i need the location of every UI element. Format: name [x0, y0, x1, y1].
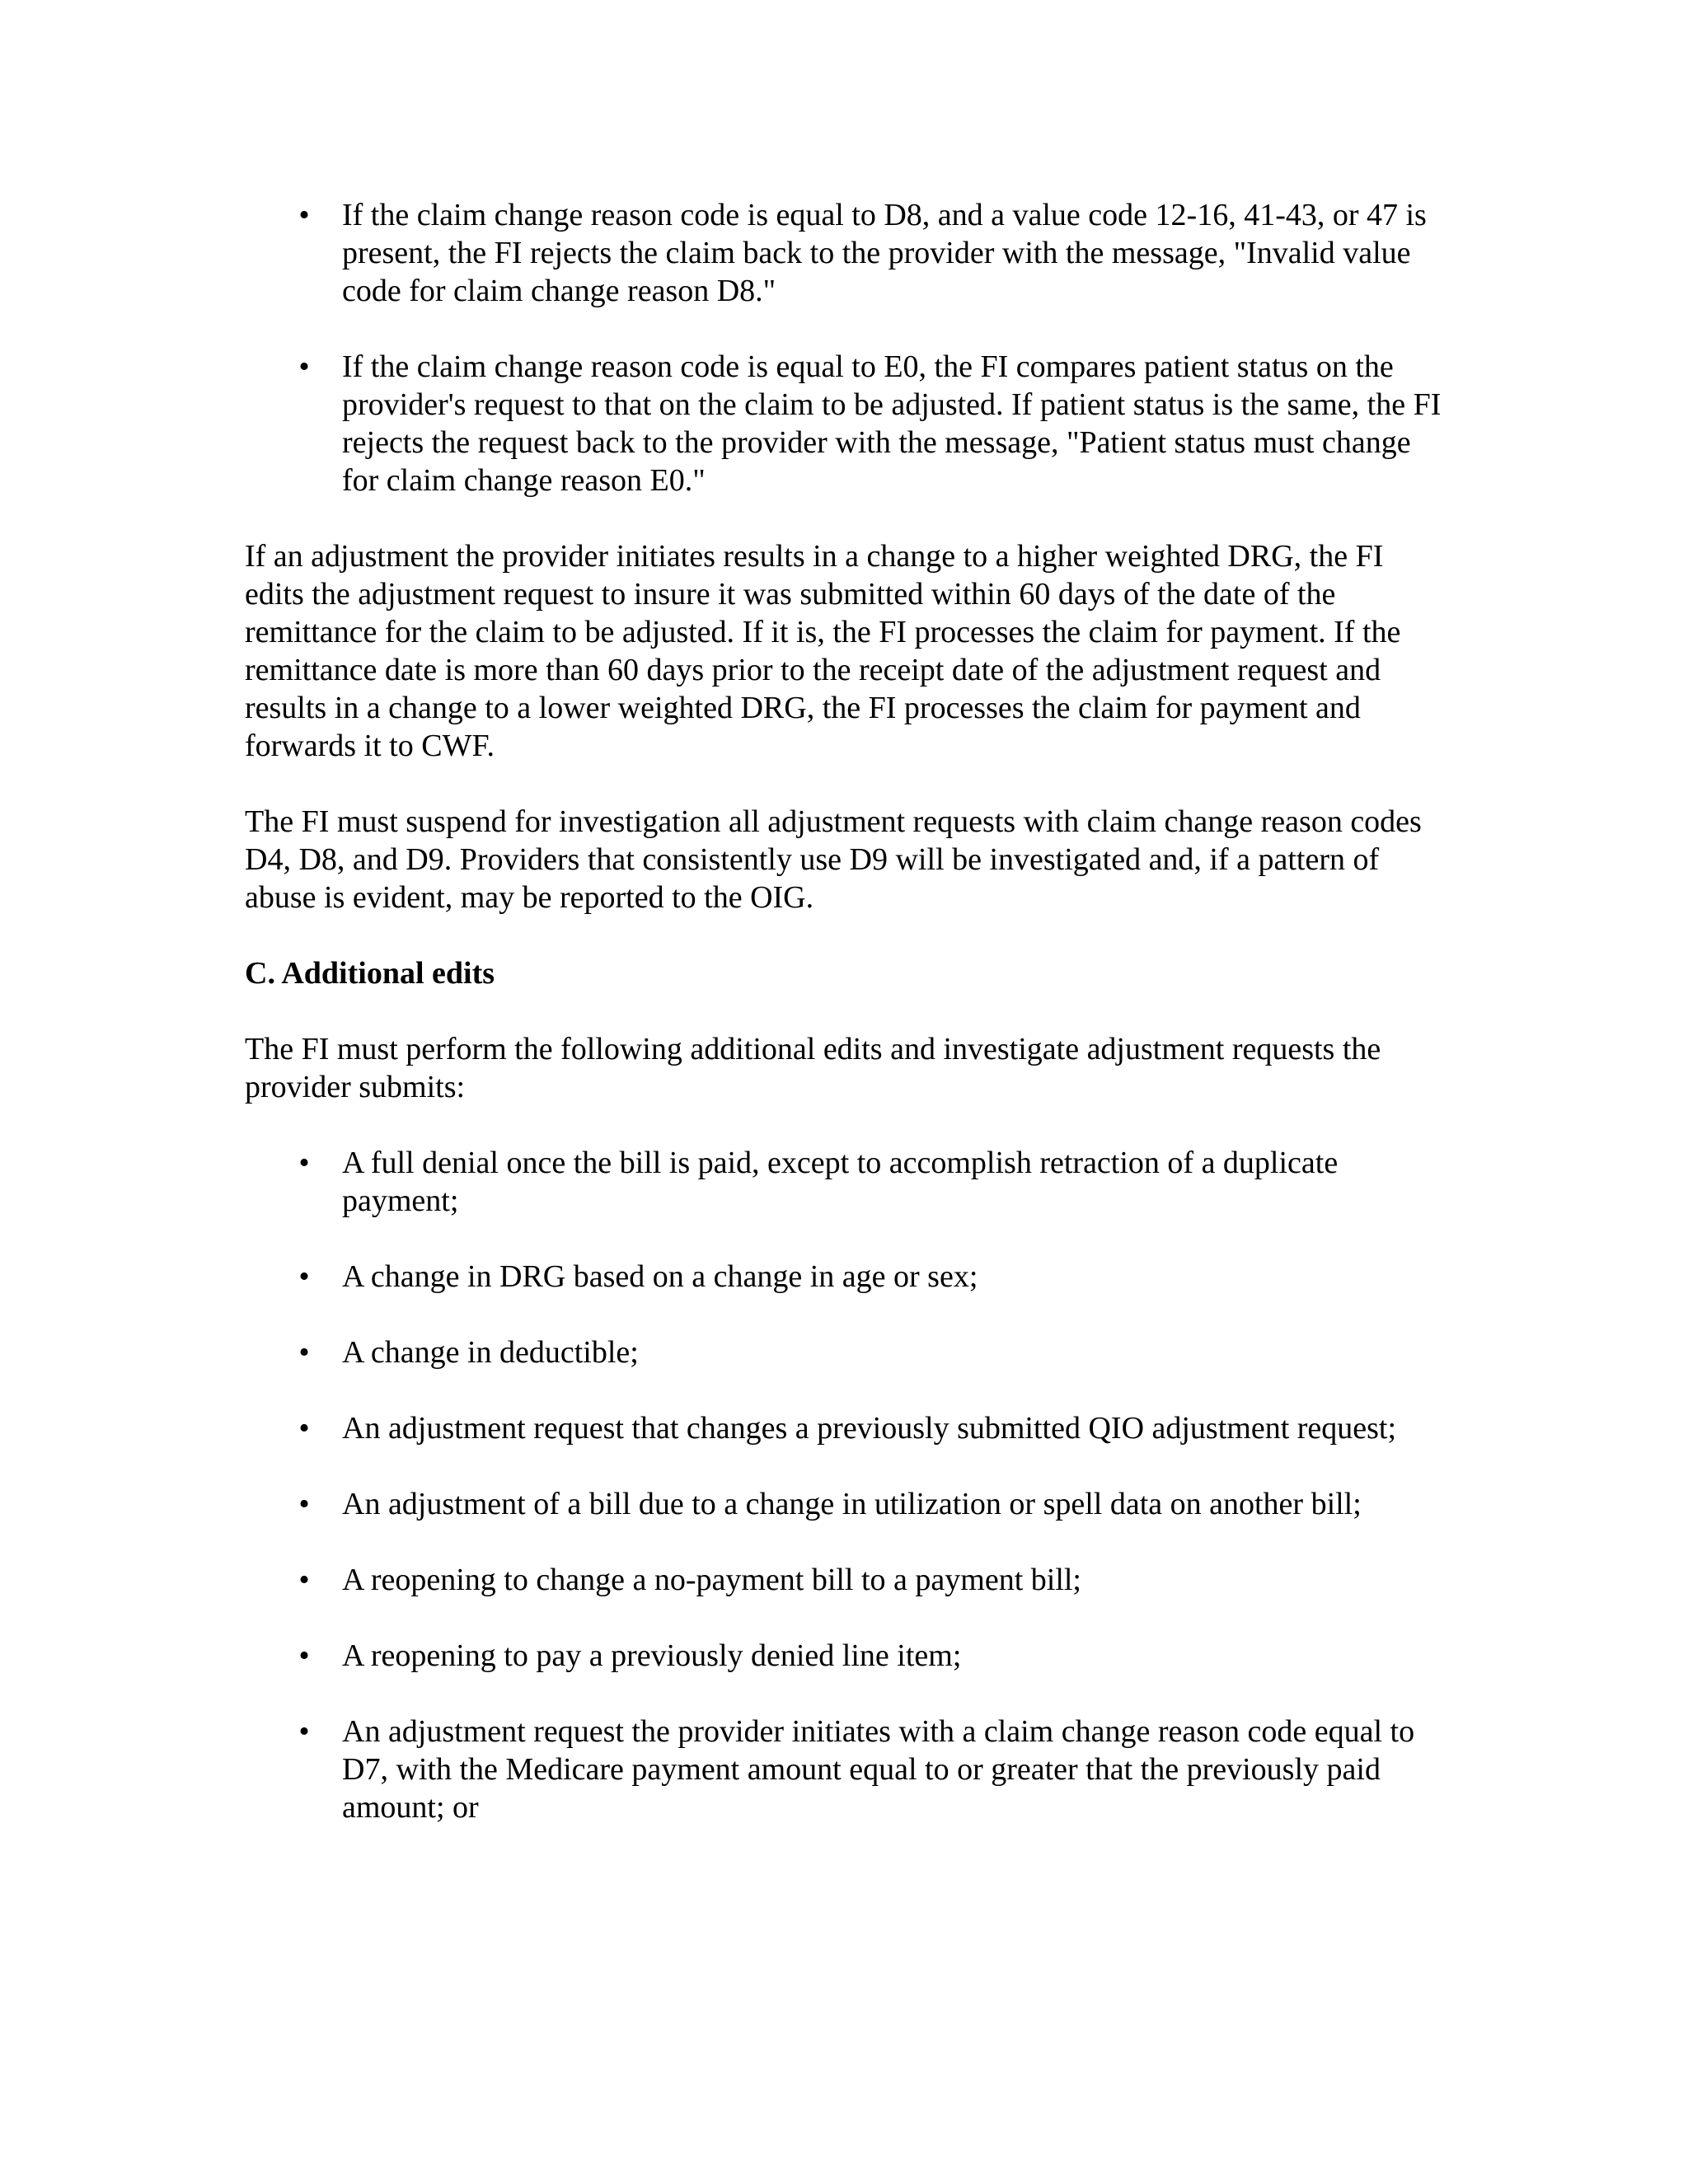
list-item — [245, 1333, 1448, 1371]
bullet-icon: • — [298, 1411, 310, 1446]
list-item — [245, 348, 1448, 499]
bullet-icon: • — [298, 1638, 310, 1673]
list-item — [245, 1485, 1448, 1523]
section-heading: C. Additional edits — [245, 956, 495, 991]
bullet-text: An adjustment request that changes a previously submitted QIO adjustment request; — [342, 1411, 1397, 1446]
bullet-text: A reopening to change a no-payment bill to a payment bill; — [342, 1563, 1081, 1597]
document-body — [245, 196, 1448, 1826]
paragraph-additional-edits-intro: The FI must perform the following additional edits and investigate adjustment requests the provider submits: — [245, 1032, 1381, 1104]
paragraph-higher-weighted-drg: If an adjustment the provider initiates results in a change to a higher weighted DRG, the FI edits the adjustment request to insure it was submitted within 60 days of the date of the remittance for the claim to be adjusted. If it is, the FI processes the claim for payment. If the remittance date is more than 60 days prior to the receipt date of the adjustment request and results in a change to a lower weighted DRG, the FI processes the claim for payment and forwards it to CWF. — [245, 539, 1401, 763]
bullet-text: An adjustment of a bill due to a change in utilization or spell data on another bill; — [342, 1487, 1362, 1521]
bullet-icon: • — [298, 1259, 310, 1294]
bullet-icon: • — [298, 1563, 310, 1597]
bullet-icon: • — [298, 198, 310, 232]
reason-code-bullet-list — [245, 196, 1448, 499]
list-item — [245, 1409, 1448, 1447]
bullet-text: A change in deductible; — [342, 1335, 639, 1370]
list-item — [245, 1561, 1448, 1599]
bullet-icon: • — [298, 1146, 310, 1180]
additional-edits-bullet-list — [245, 1144, 1448, 1826]
bullet-icon: • — [298, 349, 310, 384]
bullet-icon: • — [298, 1335, 310, 1370]
bullet-icon: • — [298, 1487, 310, 1521]
paragraph-suspend-investigation: The FI must suspend for investigation all adjustment requests with claim change reason codes D4, D8, and D9. Providers that consistently use D9 will be investigated and, if a pattern of abuse is evident, may be reported to the OIG. — [245, 804, 1422, 915]
list-item — [245, 1637, 1448, 1675]
bullet-text: A reopening to pay a previously denied line item; — [342, 1638, 962, 1673]
bullet-text: If the claim change reason code is equal to D8, and a value code 12-16, 41-43, or 47 is present, the FI rejects the claim back to the provider with the message, "Invalid value code for claim change reason D8." — [342, 198, 1427, 308]
bullet-text: A full denial once the bill is paid, except to accomplish retraction of a duplicate payment; — [342, 1146, 1339, 1218]
list-item — [245, 196, 1448, 310]
list-item — [245, 1144, 1448, 1220]
bullet-icon: • — [298, 1714, 310, 1749]
bullet-text: If the claim change reason code is equal to E0, the FI compares patient status on the provider's request to that on the claim to be adjusted. If patient status is the same, the FI rejects the request back to the provider with the message, "Patient status must change for claim change reason E0." — [342, 349, 1442, 498]
list-item — [245, 1258, 1448, 1296]
bullet-text: A change in DRG based on a change in age or sex; — [342, 1259, 978, 1294]
list-item — [245, 1713, 1448, 1826]
bullet-text: An adjustment request the provider initiates with a claim change reason code equal to D7, with the Medicare payment amount equal to or greater that the previously paid amount; or — [342, 1714, 1415, 1825]
